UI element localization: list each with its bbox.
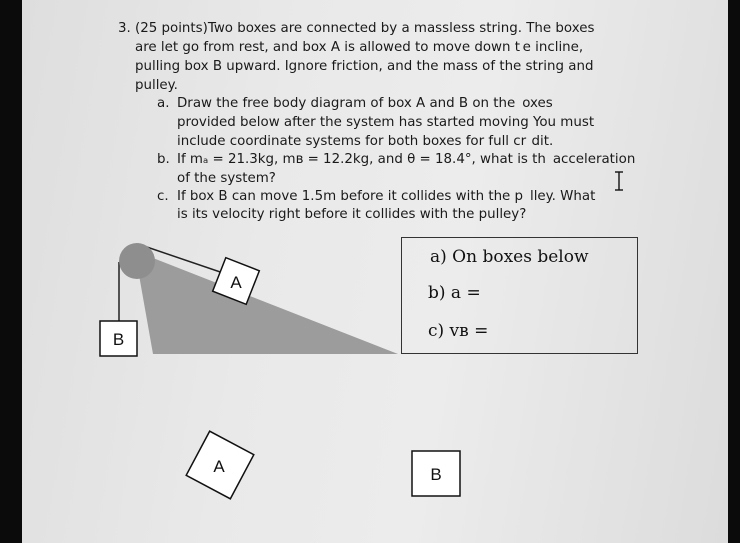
part-b-marker: b. — [157, 152, 170, 167]
part-c-text: is its velocity right before it collides with the pulley? — [177, 207, 527, 222]
part-b-text: If mₐ = 21.3kg, mʙ = 12.2kg, and θ = 18.4°, what is th acceleration — [177, 152, 636, 167]
answer-box — [401, 237, 638, 354]
answer-c-label[interactable]: c) vʙ = — [428, 321, 489, 341]
fbd-box-b-label: B — [430, 465, 442, 484]
answer-a-label: a) On boxes below — [430, 247, 589, 267]
part-b-text: of the system? — [177, 171, 276, 186]
part-a-text: Draw the free body diagram of box A and B on the oxes — [177, 96, 553, 111]
part-c-marker: c. — [157, 189, 169, 204]
intro-line: (25 points)Two boxes are connected by a massless string. The boxes — [135, 21, 595, 36]
answer-b-label[interactable]: b) a = — [428, 283, 481, 303]
fbd-box-a-label: A — [213, 457, 225, 476]
pulley — [119, 243, 155, 279]
intro-line: pulling box B upward. Ignore friction, and the mass of the string and — [135, 59, 594, 74]
part-a-marker: a. — [157, 96, 170, 111]
part-a-text: provided below after the system has started moving You must — [177, 115, 595, 130]
box-a-label: A — [230, 273, 242, 292]
intro-line: are let go from rest, and box A is allowed to move down t e incline, — [135, 40, 584, 55]
intro-line: pulley. — [135, 78, 178, 93]
part-a-text: include coordinate systems for both boxes for full cr dit. — [177, 134, 554, 149]
incline-ramp — [136, 258, 398, 354]
part-c-text: If box B can move 1.5m before it collides with the p lley. What — [177, 189, 596, 204]
box-b-label: B — [112, 330, 125, 349]
problem-number: 3. — [118, 21, 131, 36]
